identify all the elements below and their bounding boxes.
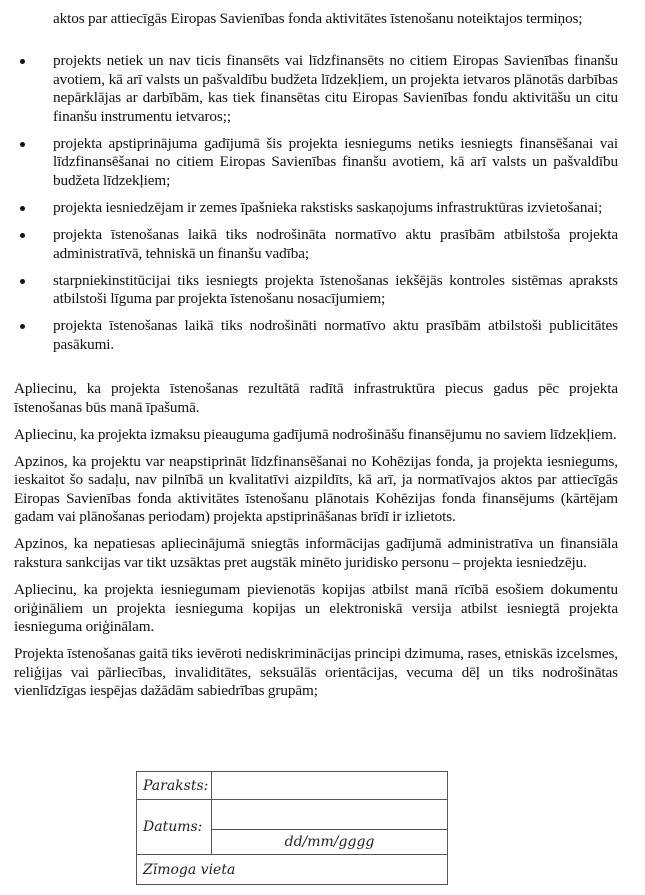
paragraph: Apzinos, ka projektu var neapstiprināt līdzfinansēšanai no Kohēzijas fonda, ja projekta iesniegums, ieskaitot šo sadaļu, nav pilnībā un kvalitatīvi aizpildīts, kā arī, ja normatīvajos aktos par attiecīgās Eiropas Savienības fonda aktivitātes īstenošanu plānotais Kohēzijas fonda finansējums (kārtējam gadam vai plānošanas periodam) projekta apstiprināšanas brīdī ir izlietots.	[14, 452, 618, 526]
bullet-icon	[20, 59, 25, 64]
date-format-hint: dd/mm/gggg	[212, 830, 448, 855]
bullet-icon	[20, 279, 25, 284]
date-label: Datums:	[137, 800, 212, 855]
bullet-icon	[20, 206, 25, 211]
bullet-icon	[20, 142, 25, 147]
paragraph: Apzinos, ka nepatiesas apliecinājumā sniegtās informācijas gadījumā administratīva un finansiāla rakstura sankcijas var tikt uzsāktas pret augstāk minēto juridisko personu – projekta iesniedzēju.	[14, 535, 618, 571]
continuation-text: aktos par attiecīgās Eiropas Savienības fonda aktivitātes īstenošanu noteiktajos termiņos;	[53, 10, 583, 27]
bullet-item	[0, 52, 618, 126]
bullet-text: projekta iesniedzējam ir zemes īpašnieka rakstisks saskaņojums infrastruktūras izvietošanai;	[53, 198, 603, 216]
bullet-item	[0, 135, 618, 191]
stamp-place-label: Zīmoga vieta	[137, 855, 448, 885]
bullet-text: projekta apstiprinājuma gadījumā šis projekta iesniegums netiks iesniegts finansēšanai vai līdzfinansēšanai no citiem Eiropas Savienības finanšu avotiem, kā arī valsts un pašvaldību budžeta līdzekļiem;	[53, 134, 618, 189]
signature-label: Paraksts:	[137, 772, 212, 800]
bullet-item	[0, 317, 618, 354]
signature-table	[136, 771, 448, 885]
bullet-icon	[20, 324, 25, 329]
bullet-text: starpniekinstitūcijai tiks iesniegts projekta īstenošanas iekšējās kontroles sistēmas apraksts atbilstoši līguma par projekta īstenošanu nosacījumiem;	[53, 271, 618, 308]
bullet-item	[0, 272, 618, 309]
paragraph: Apliecinu, ka projekta iesniegumam pievienotās kopijas atbilst manā rīcībā esošiem dokumentu oriģināliem un projekta iesnieguma kopijas un elektroniskā versija atbilst iesniegtā projekta iesnieguma oriģinālam.	[14, 580, 618, 636]
bullet-text: projekts netiek un nav ticis finansēts vai līdzfinansēts no citiem Eiropas Savienības finanšu avotiem, kā arī valsts un pašvaldību budžeta līdzekļiem, un projekta ietvaros plānotās darbības nepārklājas ar darbībām, kas tiek finansētas citu Eiropas Savienības fondu aktivitāšu un citu finanšu instrumentu ietvaros;;	[53, 52, 618, 125]
bullet-icon	[20, 233, 25, 238]
signature-field[interactable]	[212, 772, 448, 800]
bullet-item	[0, 226, 618, 263]
paragraph: Apliecinu, ka projekta īstenošanas rezultātā radītā infrastruktūra piecus gadus pēc projekta īstenošanas būs manā īpašumā.	[14, 380, 618, 416]
bullet-item	[0, 199, 618, 218]
date-field[interactable]	[212, 800, 448, 830]
declaration-paragraphs	[14, 380, 618, 709]
bullet-text: projekta īstenošanas laikā tiks nodrošināta normatīvo aktu prasībām atbilstoša projekta administratīvā, tehniskā un finanšu vadība;	[53, 225, 618, 262]
bullet-text: projekta īstenošanas laikā tiks nodrošināti normatīvo aktu prasībām atbilstoši publicitātes pasākumi.	[53, 317, 618, 353]
declaration-bullet-list	[0, 52, 645, 363]
paragraph: Apliecinu, ka projekta izmaksu pieauguma gadījumā nodrošināšu finansējumu no saviem līdzekļiem.	[14, 425, 617, 443]
paragraph: Projekta īstenošanas gaitā tiks ievēroti nediskriminācijas principi dzimuma, rases, etniskās izcelsmes, reliģijas vai pārliecības, invaliditātes, seksuālās orientācijas, vecuma dēļ un tiks nodrošinātas vienlīdzīgas iespējas dažādām sabiedrības grupām;	[14, 645, 618, 700]
